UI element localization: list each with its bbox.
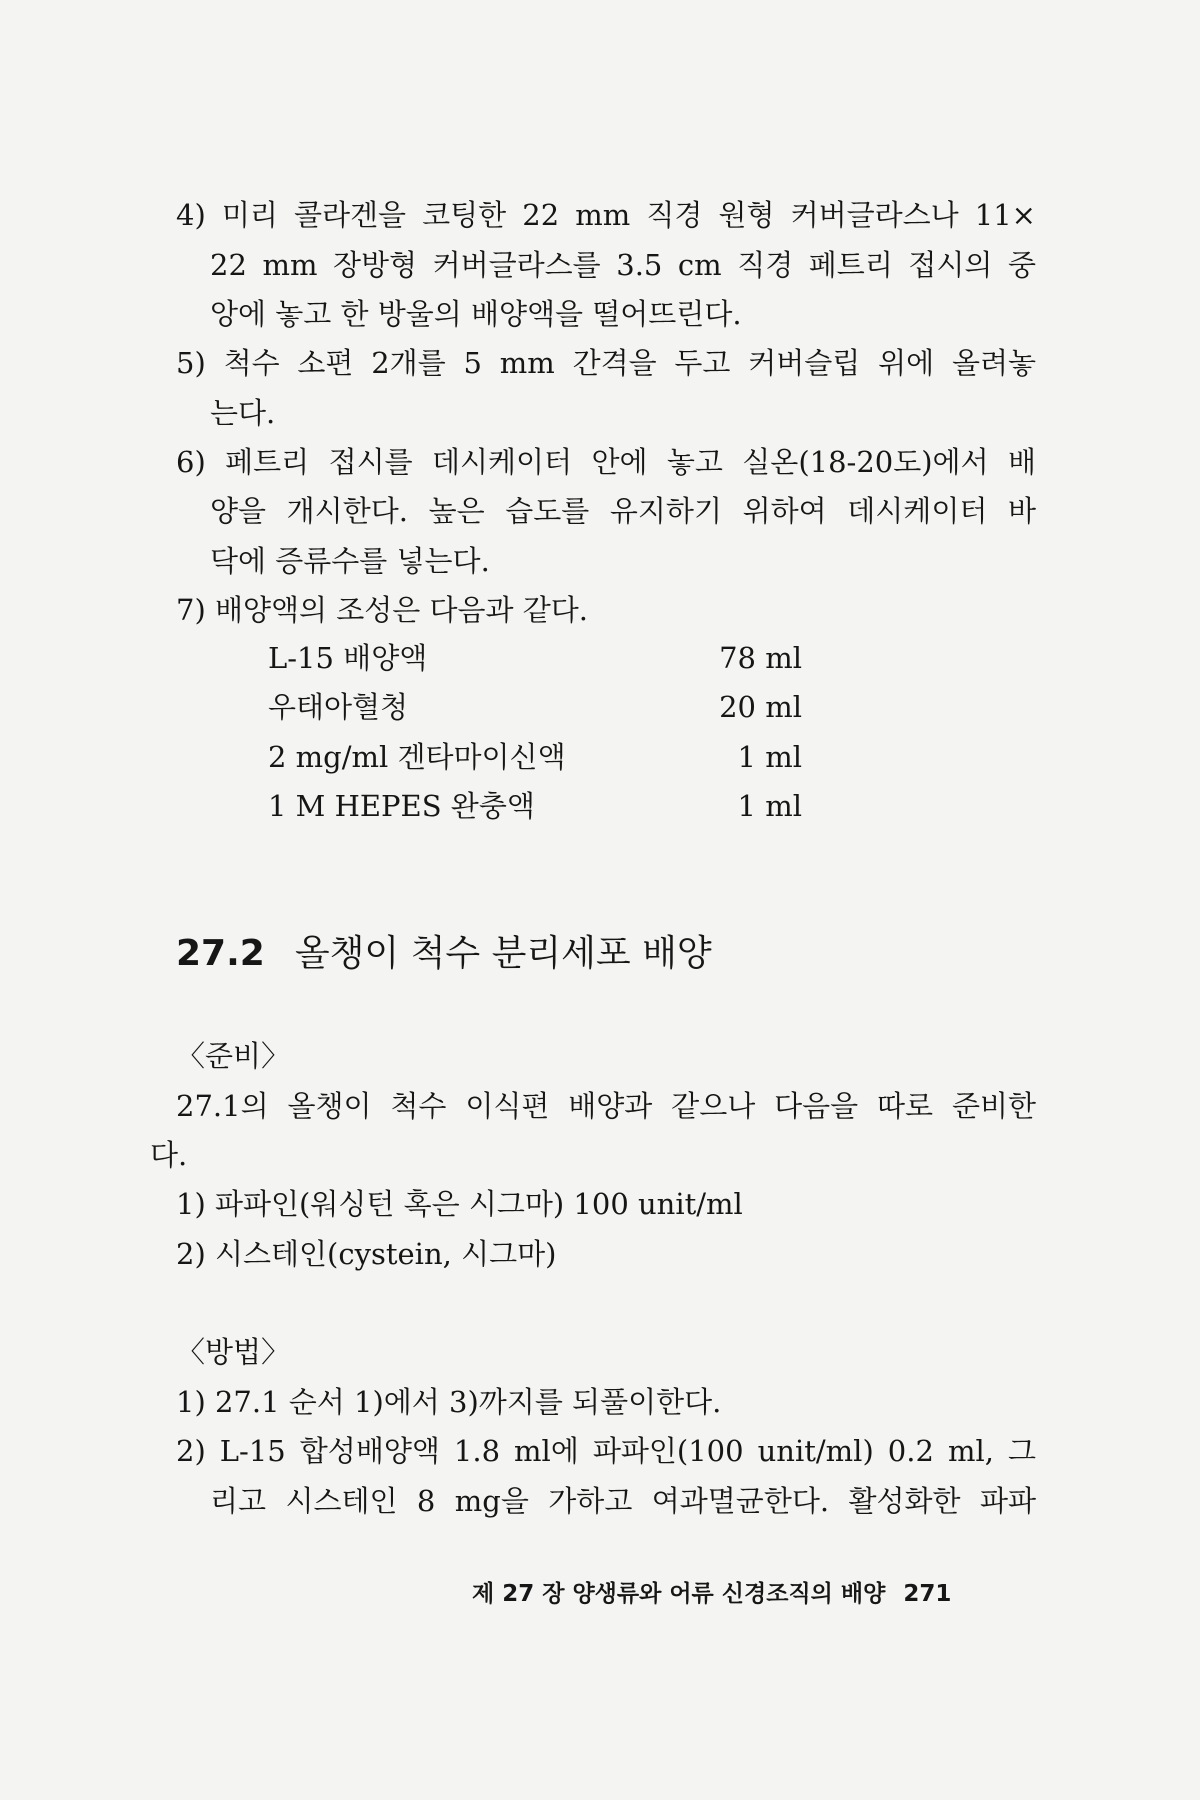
prep-item-2: 2) 시스테인(cystein, 시그마) <box>176 1237 557 1271</box>
medium-row-1-amount: 78 ml <box>719 641 802 675</box>
prep-intro-line-2: 다. <box>150 1138 188 1172</box>
running-head: 제 27 장 양생류와 어류 신경조직의 배양 <box>472 1581 886 1607</box>
item-4-line-3: 앙에 놓고 한 방울의 배양액을 떨어뜨린다. <box>210 297 742 331</box>
medium-row-4-name: 1 M HEPES 완충액 <box>268 789 535 823</box>
medium-row-3-name: 2 mg/ml 겐타마이신액 <box>268 740 566 774</box>
section-title-text: 올챙이 척수 분리세포 배양 <box>294 933 712 974</box>
item-5-line-2: 는다. <box>210 396 276 430</box>
prep-intro-line-1: 27.1의 올챙이 척수 이식편 배양과 같으나 다음을 따로 준비한 <box>176 1089 1036 1123</box>
method-item-2-line-2: 리고 시스테인 8 mg을 가하고 여과멸균한다. 활성화한 파파 <box>210 1484 1036 1518</box>
prep-item-1: 1) 파파인(워싱턴 혹은 시그마) 100 unit/ml <box>176 1187 743 1221</box>
item-4-line-2: 22 mm 장방형 커버글라스를 3.5 cm 직경 페트리 접시의 중 <box>210 248 1036 282</box>
item-6-line-1: 6) 페트리 접시를 데시케이터 안에 놓고 실온(18-20도)에서 배 <box>176 445 1036 479</box>
medium-row-2-amount: 20 ml <box>719 690 802 724</box>
method-item-1: 1) 27.1 순서 1)에서 3)까지를 되풀이한다. <box>176 1385 722 1419</box>
medium-row-1-name: L-15 배양액 <box>268 641 428 675</box>
medium-row-4-amount: 1 ml <box>737 789 802 823</box>
item-7-line-1: 7) 배양액의 조성은 다음과 같다. <box>176 593 589 627</box>
prep-heading: 〈준비〉 <box>176 1039 291 1073</box>
method-heading: 〈방법〉 <box>176 1335 291 1369</box>
medium-row-2-name: 우태아혈청 <box>268 690 409 724</box>
page-footer <box>472 1578 951 1610</box>
medium-row-3-amount: 1 ml <box>737 740 802 774</box>
method-item-2-line-1: 2) L-15 합성배양액 1.8 ml에 파파인(100 unit/ml) 0.2 ml, 그 <box>176 1434 1036 1468</box>
section-number: 27.2 <box>176 933 265 974</box>
item-5-line-1: 5) 척수 소편 2개를 5 mm 간격을 두고 커버슬립 위에 올려놓 <box>176 346 1036 380</box>
item-6-line-3: 닥에 증류수를 넣는다. <box>210 544 490 578</box>
page-number: 271 <box>903 1581 952 1607</box>
item-4-line-1: 4) 미리 콜라겐을 코팅한 22 mm 직경 원형 커버글라스나 11× <box>176 198 1036 232</box>
item-6-line-2: 양을 개시한다. 높은 습도를 유지하기 위하여 데시케이터 바 <box>210 494 1036 528</box>
section-heading <box>176 930 712 978</box>
